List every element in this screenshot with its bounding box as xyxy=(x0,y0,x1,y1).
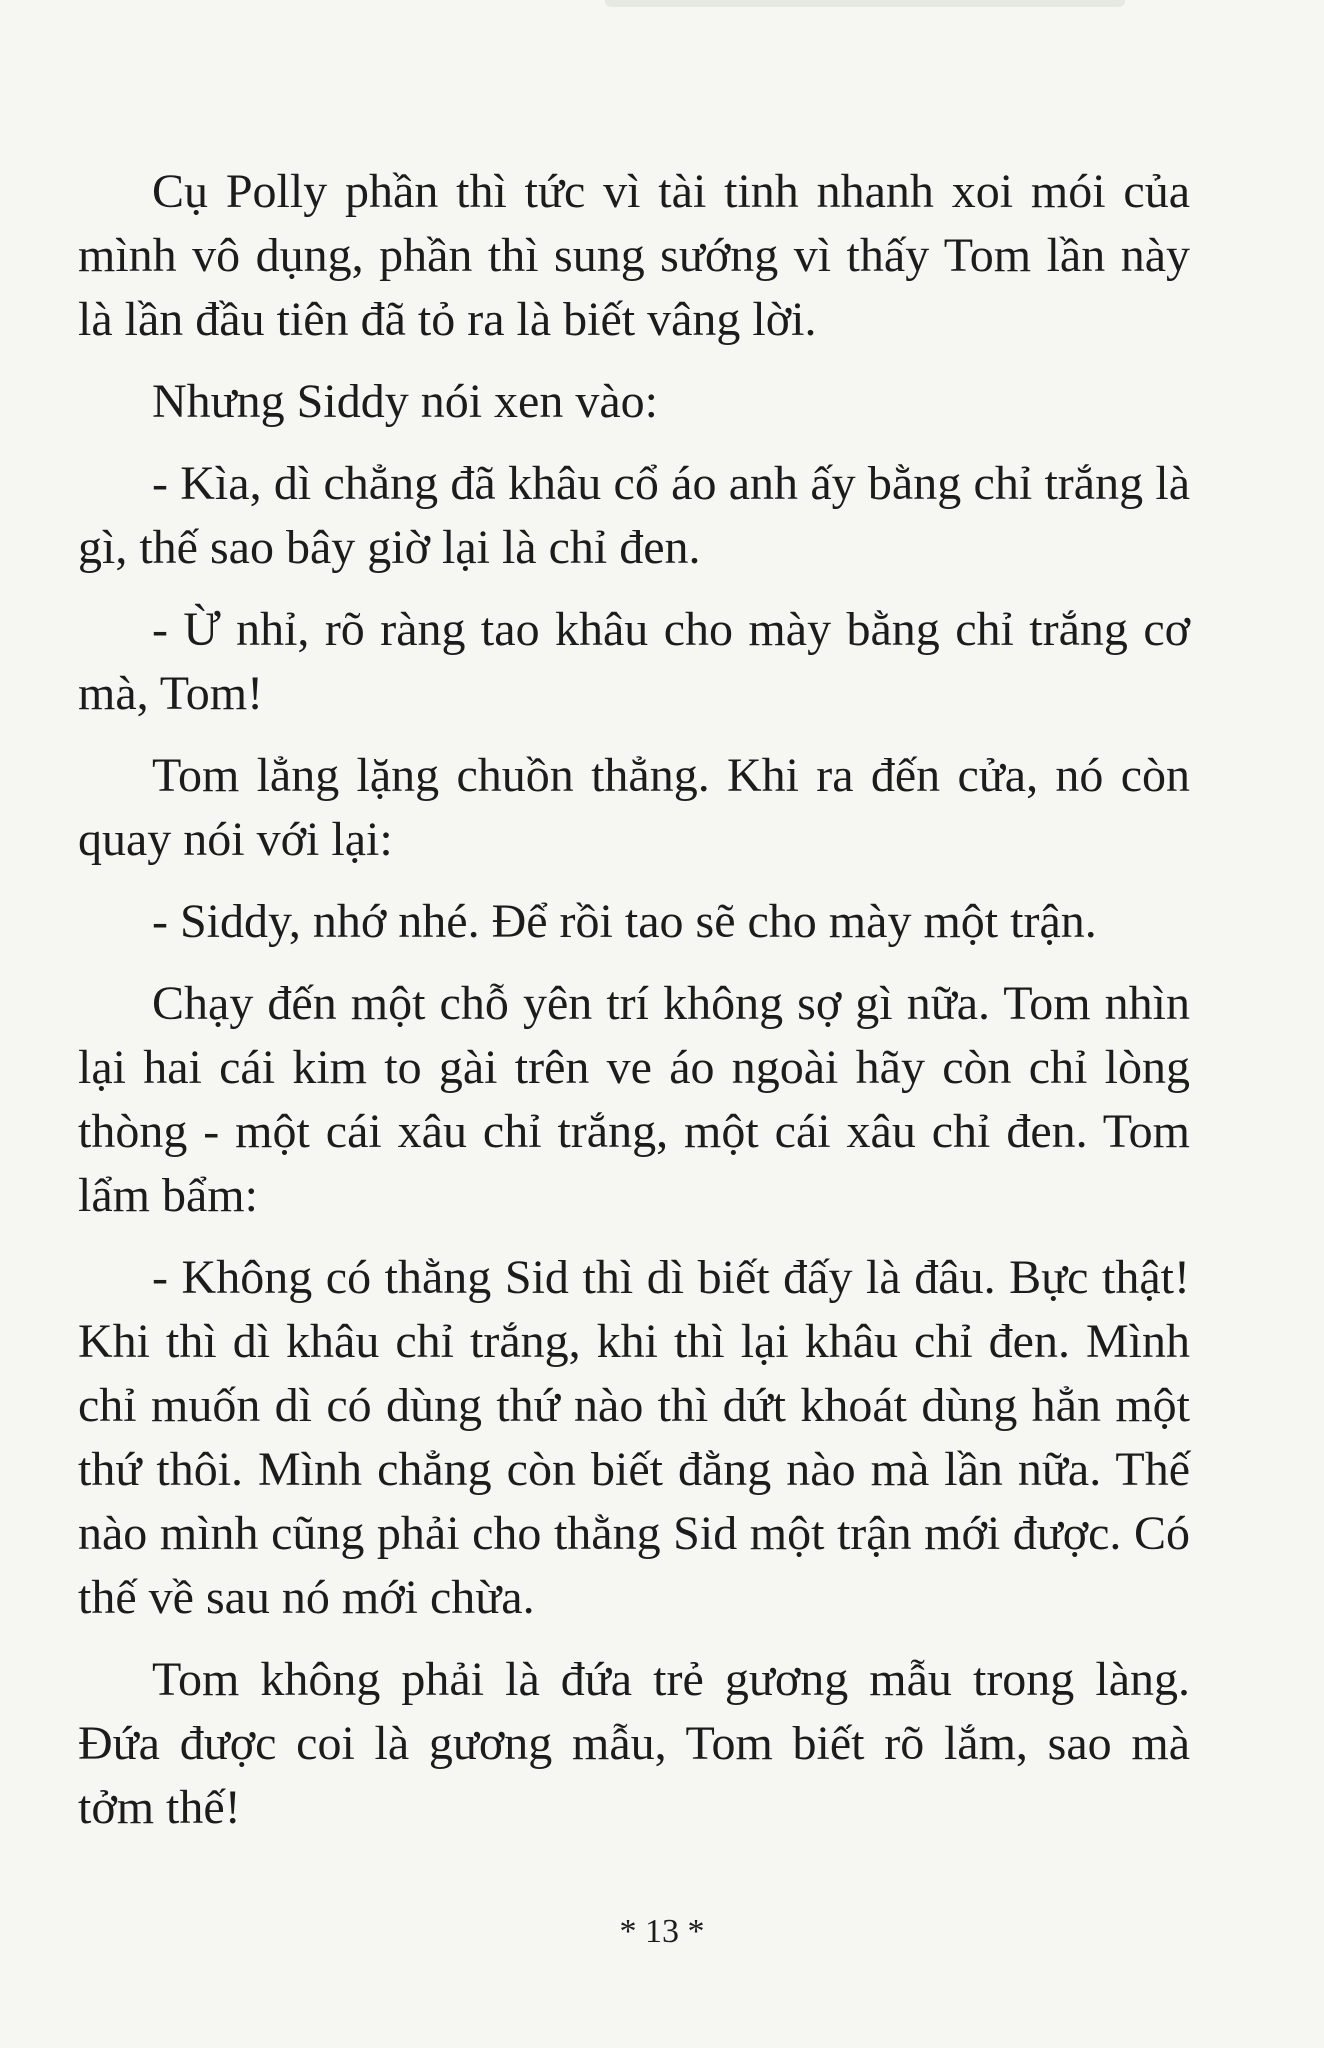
paragraph-9: Tom không phải là đứa trẻ gương mẫu trong làng. Đứa được coi là gương mẫu, Tom biết rõ lắm, sao mà tởm thế! xyxy=(78,1653,1190,1834)
paragraph-5: Tom lẳng lặng chuồn thẳng. Khi ra đến cửa, nó còn quay nói với lại: xyxy=(78,749,1190,866)
paragraph-2: Nhưng Siddy nói xen vào: xyxy=(152,375,658,428)
paragraph-1: Cụ Polly phần thì tức vì tài tinh nhanh xoi mói của mình vô dụng, phần thì sung sướng vì thấy Tom lần này là lần đầu tiên đã tỏ ra là biết vâng lời. xyxy=(78,165,1190,346)
page-edge-tab xyxy=(605,0,1125,7)
paragraph-6: - Siddy, nhớ nhé. Để rồi tao sẽ cho mày một trận. xyxy=(152,895,1097,948)
page-number: * 13 * xyxy=(619,1913,705,1950)
paragraph-7: Chạy đến một chỗ yên trí không sợ gì nữa. Tom nhìn lại hai cái kim to gài trên ve áo ngoài hãy còn chỉ lòng thòng - một cái xâu chỉ trắng, một cái xâu chỉ đen. Tom lẩm bẩm: xyxy=(78,977,1190,1222)
paragraph-8: - Không có thằng Sid thì dì biết đấy là đâu. Bực thật! Khi thì dì khâu chỉ trắng, khi thì lại khâu chỉ đen. Mình chỉ muốn dì có dùng thứ nào thì dứt khoát dùng hẳn một thứ thôi. Mình chẳng còn biết đằng nào mà lần nữa. Thế nào mình cũng phải cho thằng Sid một trận mới được. Có thế về sau nó mới chừa. xyxy=(78,1251,1190,1624)
paragraph-3: - Kìa, dì chẳng đã khâu cổ áo anh ấy bằng chỉ trắng là gì, thế sao bây giờ lại là chỉ đen. xyxy=(78,457,1190,574)
paragraph-4: - Ừ nhỉ, rõ ràng tao khâu cho mày bằng chỉ trắng cơ mà, Tom! xyxy=(78,603,1190,720)
page-body xyxy=(78,160,1190,1858)
